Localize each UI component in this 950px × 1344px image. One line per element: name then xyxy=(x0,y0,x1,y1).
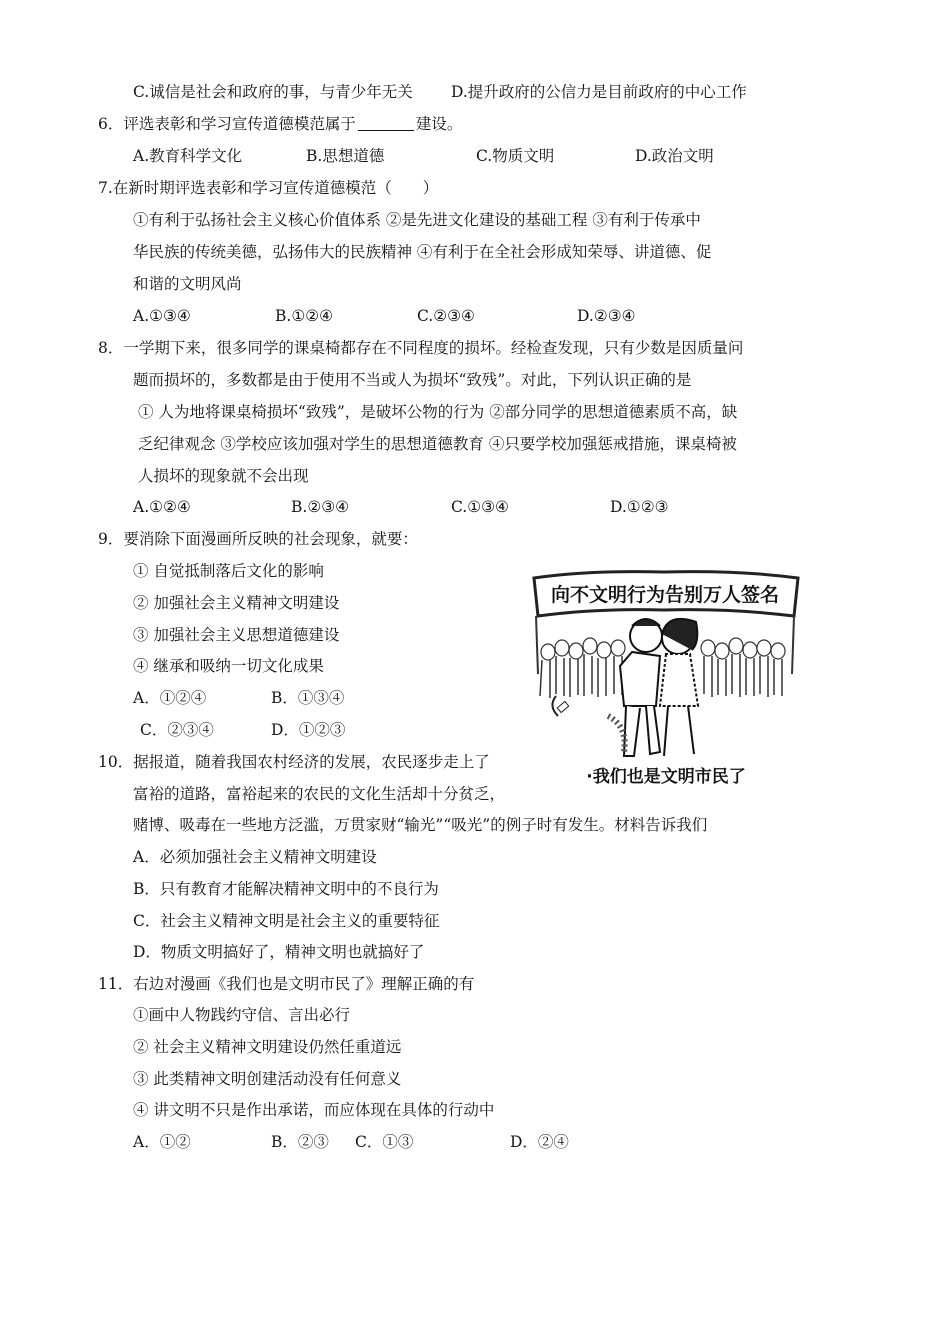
q11-option-c: C．①③ xyxy=(355,1133,414,1151)
q8-line-3: ① 人为地将课桌椅损坏“致残”，是破坏公物的行为 ②部分同学的思想道德素质不高，缺 xyxy=(138,403,738,421)
q9-item-2: ② 加强社会主义精神文明建设 xyxy=(133,594,340,612)
q10-line-3: 赌博、吸毒在一些地方泛滥，万贯家财“输光”“吸光”的例子时有发生。材料告诉我们 xyxy=(133,816,708,834)
q10-option-b: B．只有教育才能解决精神文明中的不良行为 xyxy=(133,880,439,898)
q11-item-2: ② 社会主义精神文明建设仍然任重道远 xyxy=(133,1038,402,1056)
q6-stem-a: 6．评选表彰和学习宣传道德模范属于 xyxy=(98,115,356,133)
q7-stem: 7.在新时期评选表彰和学习宣传道德模范（ ） xyxy=(98,179,439,197)
q5-option-c: C.诚信是社会和政府的事，与青少年无关 xyxy=(133,83,413,101)
q6-blank xyxy=(358,116,414,131)
cartoon-banner-text: 向不文明行为告别万人签名 xyxy=(550,584,780,606)
q8-line-2: 题而损坏的，多数都是由于使用不当或人为损坏“致残”。对此，下列认识正确的是 xyxy=(133,371,692,389)
q11-option-d: D．②④ xyxy=(510,1133,569,1151)
q6-stem xyxy=(98,114,462,134)
q9-item-4: ④ 继承和吸纳一切文化成果 xyxy=(133,657,324,675)
q7-line-3: 和谐的文明风尚 xyxy=(133,275,242,293)
q7-option-c: C.②③④ xyxy=(417,307,475,325)
q7-line-2: 华民族的传统美德，弘扬伟大的民族精神 ④有利于在全社会形成知荣辱、讲道德、促 xyxy=(133,243,712,261)
q10-line-1: 10．据报道，随着我国农村经济的发展，农民逐步走上了 xyxy=(98,753,490,771)
q10-option-c: C．社会主义精神文明是社会主义的重要特征 xyxy=(133,912,440,930)
q9-option-d: D．①②③ xyxy=(271,721,346,739)
q11-option-b: B．②③ xyxy=(271,1133,329,1151)
q7-option-d: D.②③④ xyxy=(577,307,636,325)
q6-option-a: A.教育科学文化 xyxy=(133,147,243,165)
cartoon-caption: ·我们也是文明市民了 xyxy=(586,767,746,787)
q9-item-3: ③ 加强社会主义思想道德建设 xyxy=(133,626,340,644)
q8-line-1: 8．一学期下来，很多同学的课桌椅都存在不同程度的损坏。经检查发现，只有少数是因质量问 xyxy=(98,339,744,357)
q5-option-d: D.提升政府的公信力是目前政府的中心工作 xyxy=(451,83,747,101)
q8-option-d: D.①②③ xyxy=(610,498,669,516)
cartoon-drawing xyxy=(528,556,802,794)
q11-option-a: A．①② xyxy=(133,1133,191,1151)
q9-item-1: ① 自觉抵制落后文化的影响 xyxy=(133,562,324,580)
q9-stem: 9．要消除下面漫画所反映的社会现象，就要： xyxy=(98,530,418,548)
q10-line-2: 富裕的道路，富裕起来的农民的文化生活却十分贫乏， xyxy=(133,785,506,803)
q11-item-4: ④ 讲文明不只是作出承诺，而应体现在具体的行动中 xyxy=(133,1101,495,1119)
q6-stem-b: 建设。 xyxy=(415,115,463,133)
q7-line-1: ①有利于弘扬社会主义核心价值体系 ②是先进文化建设的基础工程 ③有利于传承中 xyxy=(133,211,701,229)
cartoon-image xyxy=(528,556,802,794)
q6-option-b: B.思想道德 xyxy=(306,147,385,165)
q10-option-d: D．物质文明搞好了，精神文明也就搞好了 xyxy=(133,943,425,961)
q11-item-1: ①画中人物践约守信、言出必行 xyxy=(133,1006,351,1024)
q7-option-b: B.①②④ xyxy=(275,307,334,325)
q8-line-4: 乏纪律观念 ③学校应该加强对学生的思想道德教育 ④只要学校加强惩戒措施，课桌椅被 xyxy=(138,435,737,453)
q8-line-5: 人损坏的现象就不会出现 xyxy=(138,467,309,485)
q6-option-d: D.政治文明 xyxy=(635,147,714,165)
q11-stem: 11．右边对漫画《我们也是文明市民了》理解正确的有 xyxy=(98,975,475,993)
q10-option-a: A．必须加强社会主义精神文明建设 xyxy=(133,848,377,866)
q9-option-b: B．①③④ xyxy=(271,689,345,707)
q7-option-a: A.①③④ xyxy=(133,307,191,325)
q6-option-c: C.物质文明 xyxy=(476,147,555,165)
q11-item-3: ③ 此类精神文明创建活动没有任何意义 xyxy=(133,1070,402,1088)
q8-option-a: A.①②④ xyxy=(133,498,191,516)
q9-option-c: C．②③④ xyxy=(140,721,214,739)
q8-option-b: B.②③④ xyxy=(291,498,350,516)
q9-option-a: A．①②④ xyxy=(133,689,207,707)
q8-option-c: C.①③④ xyxy=(451,498,509,516)
